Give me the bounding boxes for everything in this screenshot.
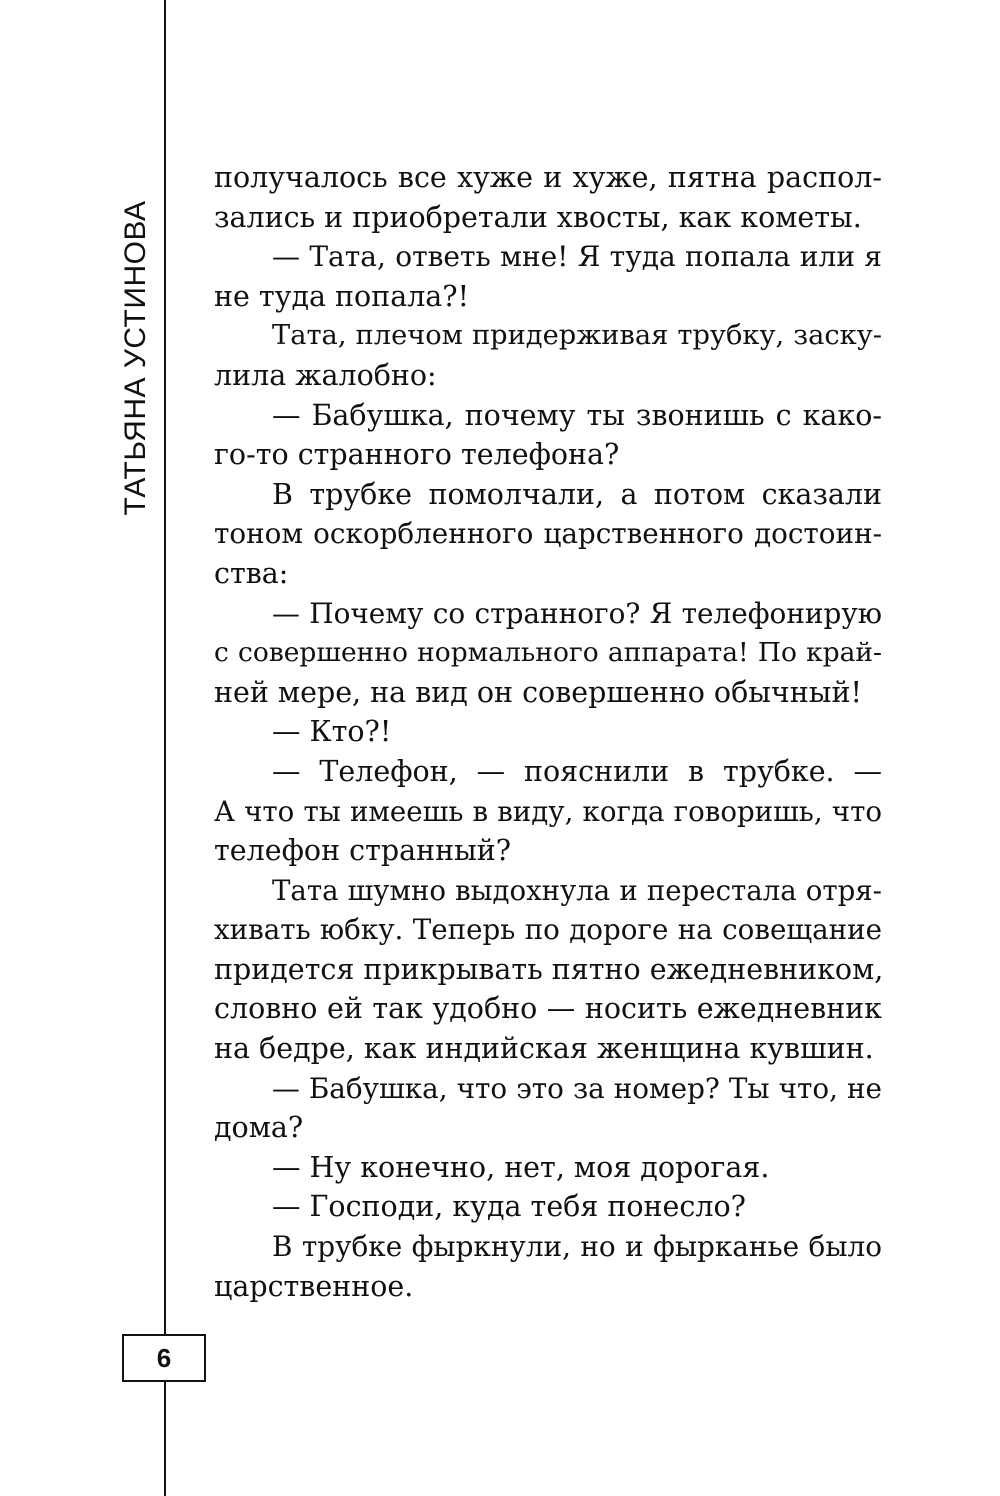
text-line: — Господи, куда тебя понесло? xyxy=(272,1190,746,1224)
text-line: — Телефон, — пояснили в трубке. — xyxy=(272,754,882,788)
text-line: тоном оскорбленного царственного достоин- xyxy=(214,517,882,551)
text-line: придется прикрывать пятно ежедневником, xyxy=(214,952,884,986)
text-line: В трубке помолчали, а потом сказали xyxy=(272,477,882,511)
body-text xyxy=(214,158,882,1306)
text-line: хивать юбку. Теперь по дороге на совещание xyxy=(214,913,882,947)
text-line: — Бабушка, что это за номер? Ты что, не xyxy=(272,1071,882,1105)
margin-rule xyxy=(164,0,166,1496)
text-line: не туда попала?! xyxy=(214,279,470,313)
running-head-author: ТАТЬЯНА УСТИНОВА xyxy=(119,200,152,516)
text-line: — Почему со странного? Я телефонирую xyxy=(272,596,882,630)
text-line: царственное. xyxy=(214,1269,414,1303)
text-line: с совершенно нормального аппарата! По край- xyxy=(214,637,882,669)
text-line: словно ей так удобно — носить ежедневник xyxy=(214,992,882,1026)
text-line: — Ну конечно, нет, моя дорогая. xyxy=(272,1150,770,1184)
text-line: Тата, плечом придерживая трубку, заску- xyxy=(272,320,882,352)
text-line: ней мере, на вид он совершенно обычный! xyxy=(214,675,862,709)
text-line: телефон странный? xyxy=(214,834,512,868)
text-line: В трубке фыркнули, но и фырканье было xyxy=(272,1230,882,1264)
text-line: лила жалобно: xyxy=(214,358,437,392)
text-line: — Тата, ответь мне! Я туда попала или я xyxy=(272,240,882,274)
text-line: получалось все хуже и хуже, пятна распол- xyxy=(214,161,882,194)
text-line: А что ты имеешь в виду, когда говоришь, что xyxy=(214,794,882,828)
text-line: зались и приобретали хвосты, как кометы. xyxy=(214,200,862,234)
text-line: — Кто?! xyxy=(272,715,392,749)
text-line: ства: xyxy=(214,556,289,590)
text-line: Тата шумно выдохнула и перестала отря- xyxy=(272,873,882,907)
page-number: 6 xyxy=(122,1334,206,1382)
text-line: дома? xyxy=(214,1111,304,1145)
text-line: го-то странного телефона? xyxy=(214,438,620,472)
text-line: на бедре, как индийская женщина кувшин. xyxy=(214,1032,874,1066)
text-line: — Бабушка, почему ты звонишь с како- xyxy=(272,398,882,432)
